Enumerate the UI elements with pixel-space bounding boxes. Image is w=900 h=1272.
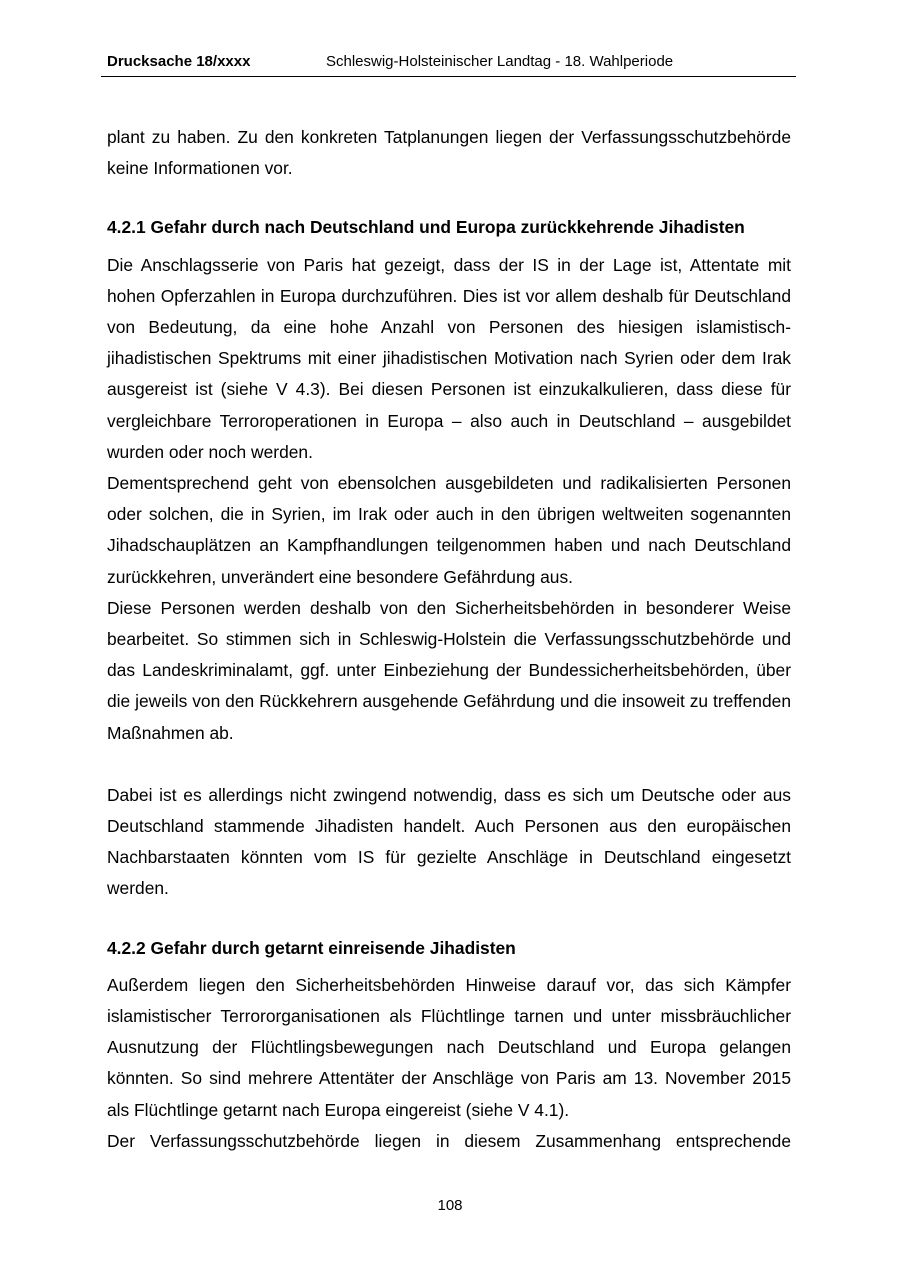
paragraph: Außerdem liegen den Sicherheitsbehörden Hinweise darauf vor, das sich Kämpfer islamistischer Terrororganisationen als Flüchtlinge tarnen und unter missbräuchlicher Ausnutzung der Flüchtlingsbewegungen nach Deutschland und Europa gelangen könnten. So sind mehrere Attentäter der Anschläge von Paris am 13. November 2015 als Flüchtlinge getarnt nach Europa eingereist (siehe V 4.1). (107, 974, 791, 1120)
section-heading-4-2-1: 4.2.1 Gefahr durch nach Deutschland und Europa zurückkehrende Jihadisten (107, 217, 745, 238)
document-number: Drucksache 18/xxxx (107, 53, 251, 70)
paragraph: Diese Personen werden deshalb von den Sicherheitsbehörden in besonderer Weise bearbeitet. So stimmen sich in Schleswig-Holstein die Verfassungsschutzbehörde und das Landeskriminalamt, ggf. unter Einbeziehung der Bundessicherheitsbehörden, über die jeweils von den Rückkehrern ausgehende Gefährdung und die insoweit zu treffenden Maßnahmen ab. (107, 597, 791, 743)
section-heading-4-2-2: 4.2.2 Gefahr durch getarnt einreisende Jihadisten (107, 937, 516, 958)
institution-title: Schleswig-Holsteinischer Landtag - 18. Wahlperiode (326, 53, 674, 70)
page-number: 108 (437, 1197, 463, 1214)
page-body (107, 122, 791, 1157)
intro-paragraph: plant zu haben. Zu den konkreten Tatplanungen liegen der Verfassungsschutzbehörde keine Informationen vor. (107, 127, 791, 179)
paragraph: Dabei ist es allerdings nicht zwingend notwendig, dass es sich um Deutsche oder aus Deutschland stammende Jihadisten handelt. Auch Personen aus den europäischen Nachbarstaaten könnten vom IS für gezielte Anschläge in Deutschland eingesetzt werden. (107, 784, 791, 899)
paragraph: Dementsprechend geht von ebensolchen ausgebildeten und radikalisierten Personen oder solchen, die in Syrien, im Irak oder auch in den übrigen weltweiten sogenannten Jihadschauplätzen an Kampfhandlungen teilgenommen haben und nach Deutschland zurückkehren, unverändert eine besondere Gefährdung aus. (107, 473, 791, 587)
page-header (101, 52, 796, 77)
paragraph: Der Verfassungsschutzbehörde liegen in diesem Zusammenhang entsprechende (107, 1130, 791, 1151)
paragraph: Die Anschlagsserie von Paris hat gezeigt, dass der IS in der Lage ist, Attentate mit hohen Opferzahlen in Europa durchzuführen. Dies ist vor allem deshalb für Deutschland von Bedeutung, da eine hohe Anzahl von Personen des hiesigen islamistisch-jihadistischen Spektrums mit einer jihadistischen Motivation nach Syrien oder dem Irak ausgereist ist (siehe V 4.3). Bei diesen Personen ist einzukalkulieren, dass diese für vergleichbare Terroroperationen in Europa – also auch in Deutschland – ausgebildet wurden oder noch werden. (107, 254, 791, 462)
